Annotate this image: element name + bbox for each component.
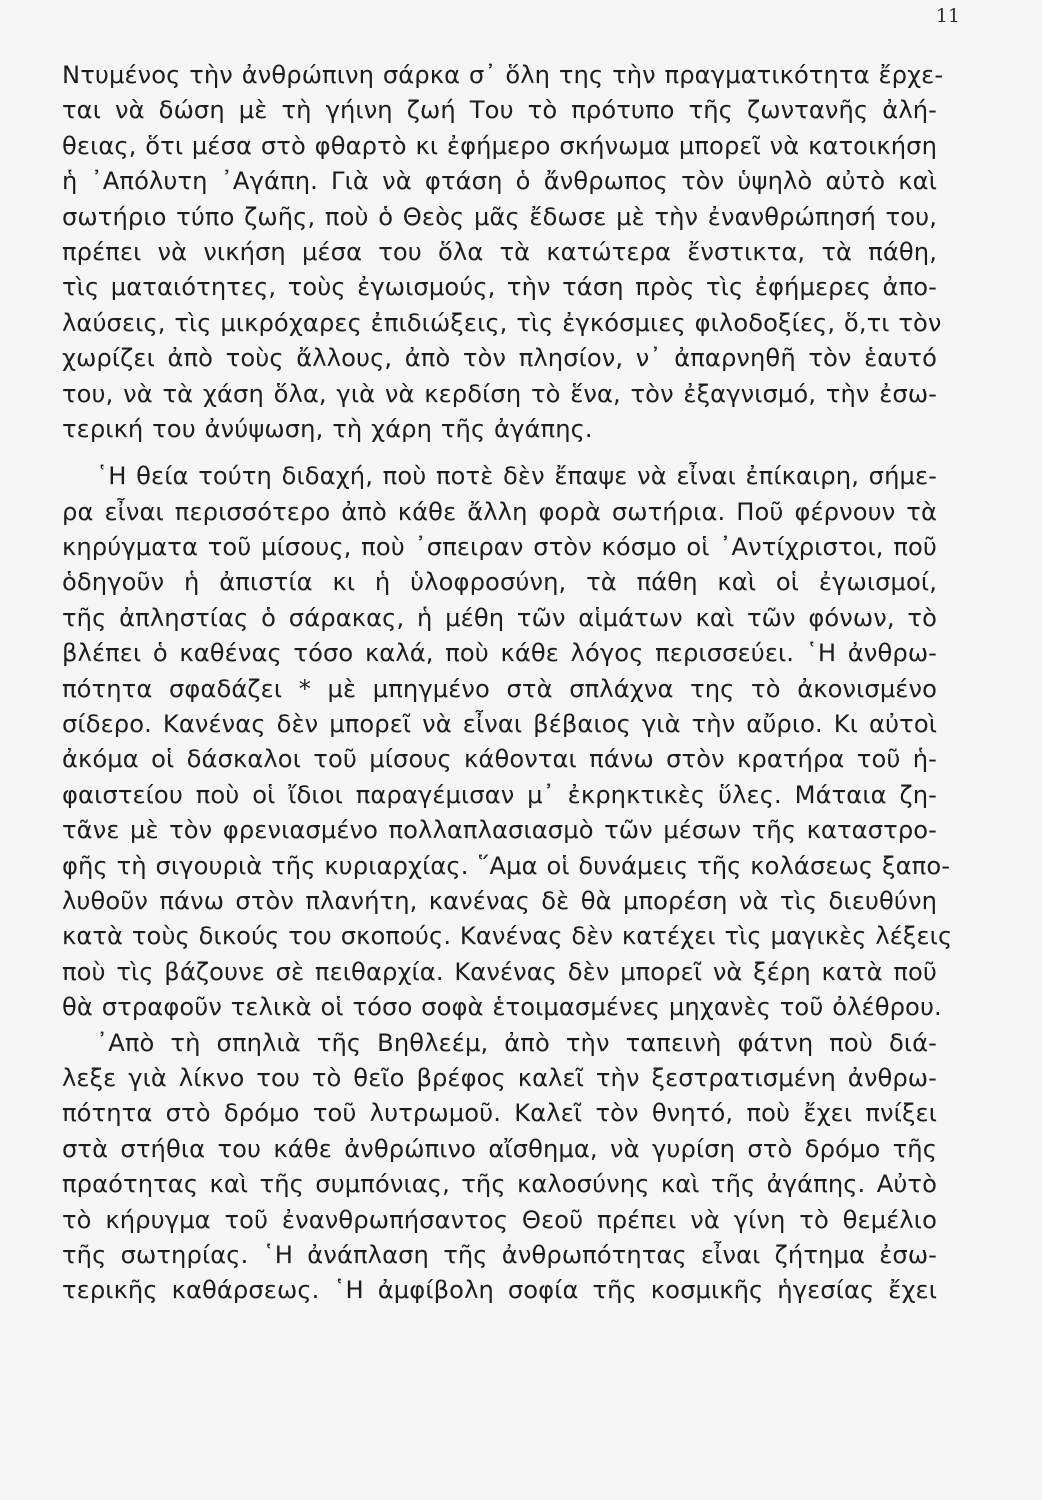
text-line: στὰ στήθια του κάθε ἀνθρώπινο αἴσθημα, νὰ γυρίση στὸ δρόμο τῆς: [62, 1134, 937, 1163]
text-line: τὶς ματαιότητες, τοὺς ἐγωισμούς, τὴν τάση πρὸς τὶς ἐφήμερες ἀπο-: [62, 273, 937, 302]
text-line: ἡ ᾽Απόλυτη ᾽Αγάπη. Γιὰ νὰ φτάση ὁ ἄνθρωπος τὸν ὑψηλὸ αὐτὸ καὶ: [62, 167, 937, 196]
text-line: λεξε γιὰ λίκνο του τὸ θεῖο βρέφος καλεῖ τὴν ξεστρατισμένη ἀνθρω-: [62, 1063, 937, 1092]
text-line: τερική του ἀνύψωση, τὴ χάρη τῆς ἀγάπης.: [62, 414, 593, 443]
text-line: θειας, ὅτι μέσα στὸ φθαρτὸ κι ἐφήμερο σκήνωμα μπορεῖ νὰ κατοικήση: [62, 131, 937, 160]
text-line: πότητα στὸ δρόμο τοῦ λυτρωμοῦ. Καλεῖ τὸν θνητό, ποὺ ἔχει πνίξει: [62, 1099, 937, 1128]
text-line: ῾Η θεία τούτη διδαχή, ποὺ ποτὲ δὲν ἔπαψε νὰ εἶναι ἐπίκαιρη, σήμε-: [96, 462, 937, 491]
text-line: ποὺ τὶς βάζουνε σὲ πειθαρχία. Κανένας δὲν μπορεῖ νὰ ξέρη κατὰ ποῦ: [62, 957, 937, 986]
text-line: πότητα σφαδάζει * μὲ μπηγμένο στὰ σπλάχνα της τὸ ἀκονισμένο: [62, 674, 937, 703]
text-line: κατὰ τοὺς δικούς του σκοπούς. Κανένας δὲν κατέχει τὶς μαγικὲς λέξεις: [62, 922, 953, 951]
text-line: του, νὰ τὰ χάση ὅλα, γιὰ νὰ κερδίση τὸ ἕνα, τὸν ἐξαγνισμό, τὴν ἐσω-: [62, 379, 937, 408]
text-line: ἀκόμα οἱ δάσκαλοι τοῦ μίσους κάθονται πάνω στὸν κρατήρα τοῦ ἡ-: [62, 745, 937, 774]
text-line: τὸ κήρυγμα τοῦ ἐνανθρωπήσαντος Θεοῦ πρέπει νὰ γίνη τὸ θεμέλιο: [62, 1205, 937, 1234]
text-line: τᾶνε μὲ τὸν φρενιασμένο πολλαπλασιασμὸ τῶν μέσων τῆς καταστρο-: [62, 816, 937, 845]
text-line: Ντυμένος τὴν ἀνθρώπινη σάρκα σ᾽ ὅλη της τὴν πραγματικότητα ἔρχε-: [62, 61, 944, 89]
text-line: χωρίζει ἀπὸ τοὺς ἄλλους, ἀπὸ τὸν πλησίον, ν᾽ ἀπαρνηθῆ τὸν ἑαυτό: [62, 344, 937, 373]
text-line: τῆς σωτηρίας. ῾Η ἀνάπλαση τῆς ἀνθρωπότητας εἶναι ζήτημα ἐσω-: [62, 1240, 937, 1269]
paragraph-1: [62, 58, 944, 447]
text-line: ρα εἶναι περισσότερο ἀπὸ κάθε ἄλλη φορὰ σωτήρια. Ποῦ φέρνουν τὰ: [62, 497, 937, 526]
text-line: ὁδηγοῦν ἡ ἀπιστία κι ἡ ὑλοφροσύνη, τὰ πάθη καὶ οἱ ἐγωισμοί,: [62, 568, 937, 597]
text-line: σωτήριο τύπο ζωῆς, ποὺ ὁ Θεὸς μᾶς ἔδωσε μὲ τὴν ἐνανθρώπησή του,: [62, 202, 937, 231]
text-line: ται νὰ δώση μὲ τὴ γήινη ζωή Του τὸ πρότυπο τῆς ζωντανῆς ἀλή-: [62, 96, 937, 125]
text-line: τῆς ἀπληστίας ὁ σάρακας, ἡ μέθη τῶν αἱμάτων καὶ τῶν φόνων, τὸ: [62, 603, 937, 632]
page-number: 11: [935, 5, 960, 27]
paragraph-3: [62, 1026, 937, 1309]
text-line: βλέπει ὁ καθένας τόσο καλά, ποὺ κάθε λόγος περισσεύει. ῾Η ἀνθρω-: [62, 639, 937, 668]
text-line: λυθοῦν πάνω στὸν πλανήτη, κανένας δὲ θὰ μπορέση νὰ τὶς διευθύνη: [62, 886, 937, 915]
paragraph-gap: [62, 447, 937, 459]
text-line: φῆς τὴ σιγουριὰ τῆς κυριαρχίας. ῞Αμα οἱ δυνάμεις τῆς κολάσεως ξαπο-: [62, 851, 951, 880]
text-line: ᾽Απὸ τὴ σπηλιὰ τῆς Βηθλεέμ, ἀπὸ τὴν ταπεινὴ φάτνη ποὺ διά-: [96, 1028, 937, 1057]
text-line: σίδερο. Κανένας δὲν μπορεῖ νὰ εἶναι βέβαιος γιὰ τὴν αὔριο. Κι αὐτοὶ: [62, 710, 937, 739]
body-text: [62, 58, 953, 1309]
text-line: φαιστείου ποὺ οἱ ἴδιοι παραγέμισαν μ᾽ ἐκρηκτικὲς ὕλες. Μάταια ζη-: [62, 780, 937, 809]
text-line: θὰ στραφοῦν τελικὰ οἱ τόσο σοφὰ ἑτοιμασμένες μηχανὲς τοῦ ὀλέθρου.: [62, 993, 942, 1022]
text-line: κηρύγματα τοῦ μίσους, ποὺ ᾽σπειραν στὸν κόσμο οἱ ᾽Αντίχριστοι, ποῦ: [62, 533, 937, 562]
text-line: πρέπει νὰ νικήση μέσα του ὅλα τὰ κατώτερα ἔνστικτα, τὰ πάθη,: [62, 237, 937, 266]
text-line: λαύσεις, τὶς μικρόχαρες ἐπιδιώξεις, τὶς ἐγκόσμιες φιλοδοξίες, ὅ,τι τὸν: [62, 308, 942, 337]
paragraph-2: [62, 459, 953, 1025]
text-line: τερικῆς καθάρσεως. ῾Η ἀμφίβολη σοφία τῆς κοσμικῆς ἡγεσίας ἔχει: [62, 1276, 937, 1305]
text-line: πραότητας καὶ τῆς συμπόνιας, τῆς καλοσύνης καὶ τῆς ἀγάπης. Αὐτὸ: [62, 1170, 937, 1199]
